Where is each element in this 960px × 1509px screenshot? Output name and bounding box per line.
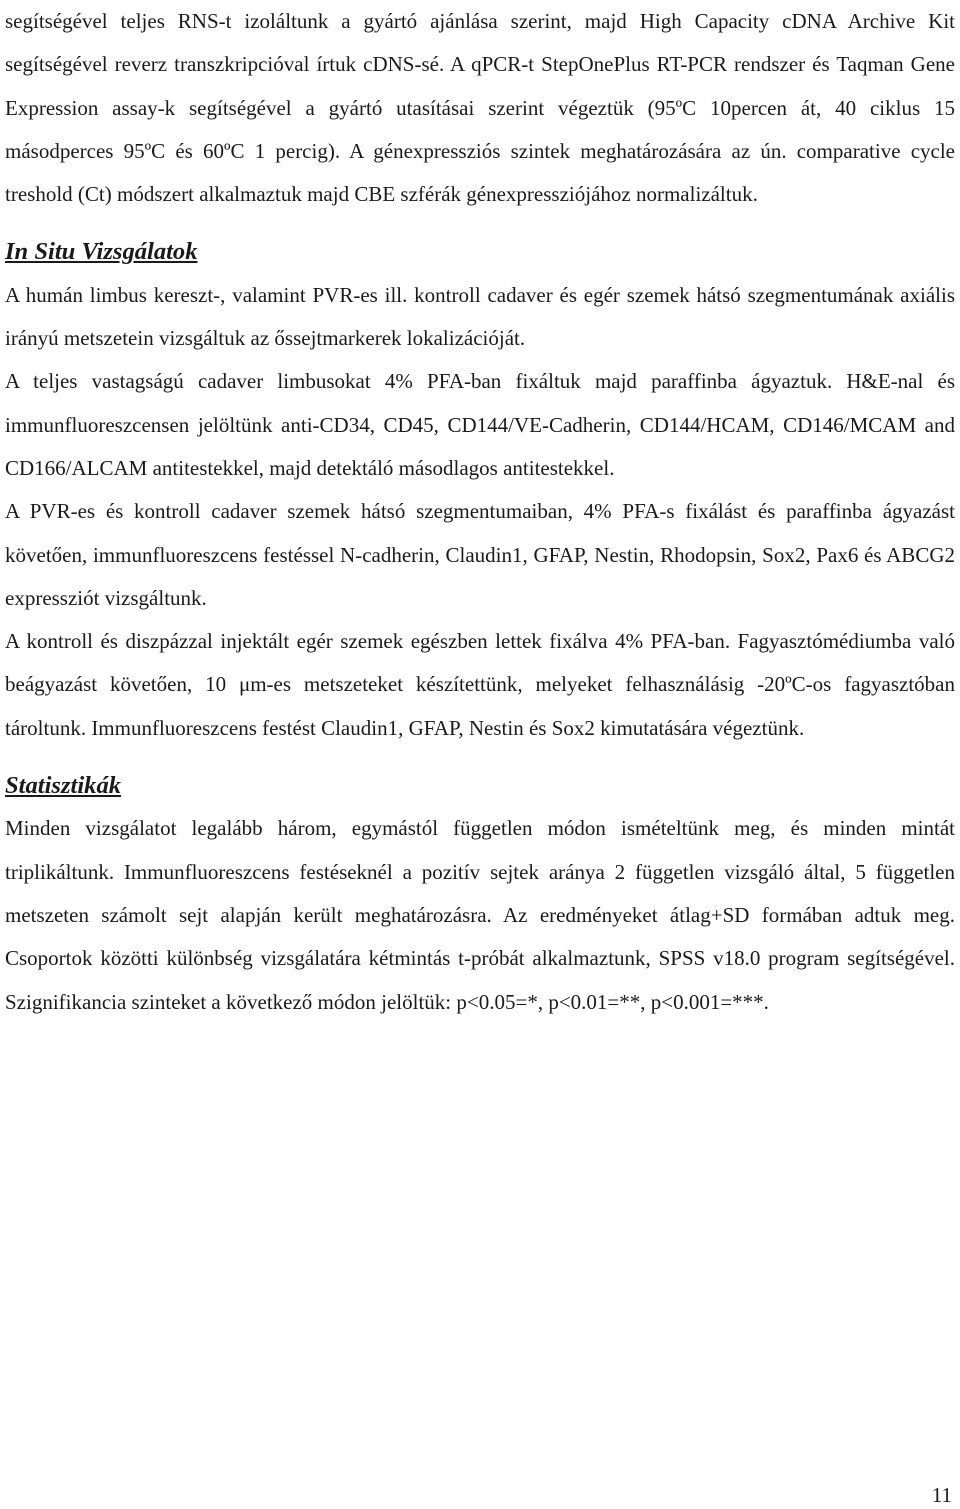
paragraph-pvr-staining: A PVR-es és kontroll cadaver szemek hátsó szegmentumaiban, 4% PFA-s fixálást és paraffinba ágyazást követően, immunfluoreszcens festéssel N-cadherin, Claudin1, GFAP, Nestin, Rhodopsin, Sox2, Pax6 és ABCG2 expressziót vizsgáltunk. bbox=[5, 499, 955, 610]
document-page bbox=[5, 0, 955, 1024]
paragraph-limbus-staining: A teljes vastagságú cadaver limbusokat 4% PFA-ban fixáltuk majd paraffinba ágyaztuk. H&E-nal és immunfluoreszcensen jelöltünk anti-CD34, CD45, CD144/VE-Cadherin, CD144/HCAM, CD146/MCAM and CD166/ALCAM antitestekkel, majd detektáló másodlagos antitestekkel. bbox=[5, 369, 955, 480]
section-heading-in-situ: In Situ Vizsgálatok bbox=[5, 238, 198, 266]
paragraph-mouse-eyes: A kontroll és diszpázzal injektált egér szemek egészben lettek fixálva 4% PFA-ban. Fagyasztómédiumba való beágyazást követően, 10 μm-es metszeteket készítettünk, melyeket felhasználásig -20ºC-os fagyasztóban tároltunk. Immunfluoreszcens festést Claudin1, GFAP, Nestin és Sox2 kimutatására végeztünk. bbox=[5, 629, 955, 740]
page-number: 11 bbox=[931, 1483, 952, 1507]
section-heading-statistics: Statisztikák bbox=[5, 772, 122, 800]
paragraph-qpcr-method: segítségével teljes RNS-t izoláltunk a gyártó ajánlása szerint, majd High Capacity cDNA Archive Kit segítségével reverz transzkripcióval írtuk cDNS-sé. A qPCR-t StepOnePlus RT-PCR rendszer és Taqman Gene Expression assay-k segítségével a gyártó utasításai szerint végeztük (95ºC 10percen át, 40 ciklus 15 másodperces 95ºC és 60ºC 1 percig). A génexpressziós szintek meghatározására az ún. comparative cycle treshold (Ct) módszert alkalmaztuk majd CBE szférák génexpressziójához normalizáltuk. bbox=[5, 9, 955, 207]
paragraph-in-situ-intro: A humán limbus kereszt-, valamint PVR-es ill. kontroll cadaver és egér szemek hátsó szegmentumának axiális irányú metszetein vizsgáltuk az őssejtmarkerek lokalizációját. bbox=[5, 282, 955, 351]
paragraph-statistics: Minden vizsgálatot legalább három, egymástól független módon ismételtünk meg, és minden mintát triplikáltunk. Immunfluoreszcens festéseknél a pozitív sejtek aránya 2 független vizsgáló által, 5 független metszeten számolt sejt alapján került meghatározásra. Az eredményeket átlag+SD formában adtuk meg. Csoportok közötti különbség vizsgálatára kétmintás t-próbát alkalmaztunk, SPSS v18.0 program segítségével. Szignifikancia szinteket a következő módon jelöltük: p<0.05=*, p<0.01=**, p<0.001=***. bbox=[5, 816, 955, 1014]
